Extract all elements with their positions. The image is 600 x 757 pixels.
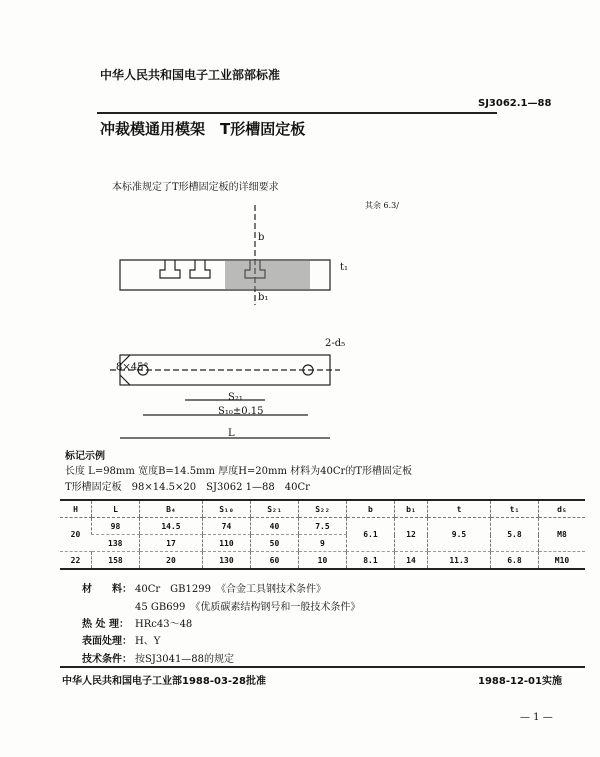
roughness-note: 其余 6.3/ [365,201,399,210]
table-cell: 9.5 [428,518,491,552]
table-cell: M10 [538,552,585,570]
table-cell: 14 [394,552,427,570]
label-L: L [228,428,235,439]
intro-text: 本标准规定了T形槽固定板的详细要求 [112,182,279,193]
table-cell: 20 [60,518,92,552]
material-1: 40Cr GB1299 《合金工具钢技术条件》 [135,584,326,595]
marking-heading: 标记示例 [65,451,105,462]
table-cell: 74 [202,518,250,535]
table-cell: 6.1 [346,518,394,552]
table-cell: 9 [298,535,346,552]
label-s10: S₁₀±0.15 [218,406,264,417]
table-cell: 158 [92,552,140,570]
table-cell: 98 [92,518,140,535]
surface-value: H、Y [135,636,161,647]
table-cell: 17 [140,535,203,552]
standard-code: SJ3062.1—88 [478,98,552,109]
org-standard: 中华人民共和国电子工业部部标准 [100,68,281,82]
table-header: S₂₂ [298,500,346,518]
table-cell: 138 [92,535,140,552]
table-header: L [92,500,140,518]
table-cell: 10 [298,552,346,570]
table-cell: 110 [202,535,250,552]
label-t1: t₁ [340,262,349,273]
table-header: S₁₀ [202,500,250,518]
material-2: 45 GB699 《优质碳素结构钢号和一般技术条件》 [135,602,361,613]
table-cell: 130 [202,552,250,570]
table-header: B₄ [140,500,203,518]
table-header-row [60,500,585,518]
label-b: b [258,232,265,243]
label-b1: b₁ [258,292,269,303]
table-cell: 8.1 [346,552,394,570]
footer-rule [60,666,585,668]
material-label: 材 料： [82,584,132,595]
table-header: H [60,500,92,518]
table-cell: 40 [250,518,298,535]
table-header: b₁ [394,500,427,518]
heat-label: 热 处 理： [82,619,129,630]
table-header: b [346,500,394,518]
table-cell: 50 [250,535,298,552]
table-cell: 22 [70,555,81,565]
table-header: d₅ [538,500,585,518]
marking-line1: 长度 L=98mm 宽度B=14.5mm 厚度H=20mm 材料为40Cr的T形槽固定板 [65,466,412,477]
table-header: t₁ [490,500,538,518]
table-row [60,552,585,570]
table-cell: 11.3 [428,552,491,570]
table-header: t [428,500,491,518]
table-cell: 7.5 [298,518,346,535]
table-cell: 60 [250,552,298,570]
effective-date: 1988-12-01实施 [478,676,562,687]
table-header: S₂₁ [250,500,298,518]
table-row [60,518,585,535]
page-number: — 1 — [520,712,553,723]
header-rule [97,112,497,114]
heat-value: HRc43～48 [135,619,193,630]
table-cell: 20 [140,552,203,570]
tech-value: 按SJ3041—88的规定 [135,654,235,665]
surface-label: 表面处理： [82,636,132,647]
marking-line2: T形槽固定板 98×14.5×20 SJ3062 1—88 40Cr [65,482,310,493]
table-cell: 14.5 [140,518,203,535]
tech-label: 技术条件： [82,654,132,665]
table-cell: 6.8 [490,552,538,570]
table-cell: M8 [538,518,585,552]
table-cell: 5.8 [490,518,538,552]
label-chamfer: 8×45° [116,362,149,373]
dimension-table [60,499,585,570]
approval-text: 中华人民共和国电子工业部1988-03-28批准 [62,676,266,687]
label-holes: 2-d₅ [325,338,346,349]
label-s21: S₂₁ [228,392,243,403]
table-cell: 12 [394,518,427,552]
page-title: 冲裁模通用模架 T形槽固定板 [100,120,306,138]
